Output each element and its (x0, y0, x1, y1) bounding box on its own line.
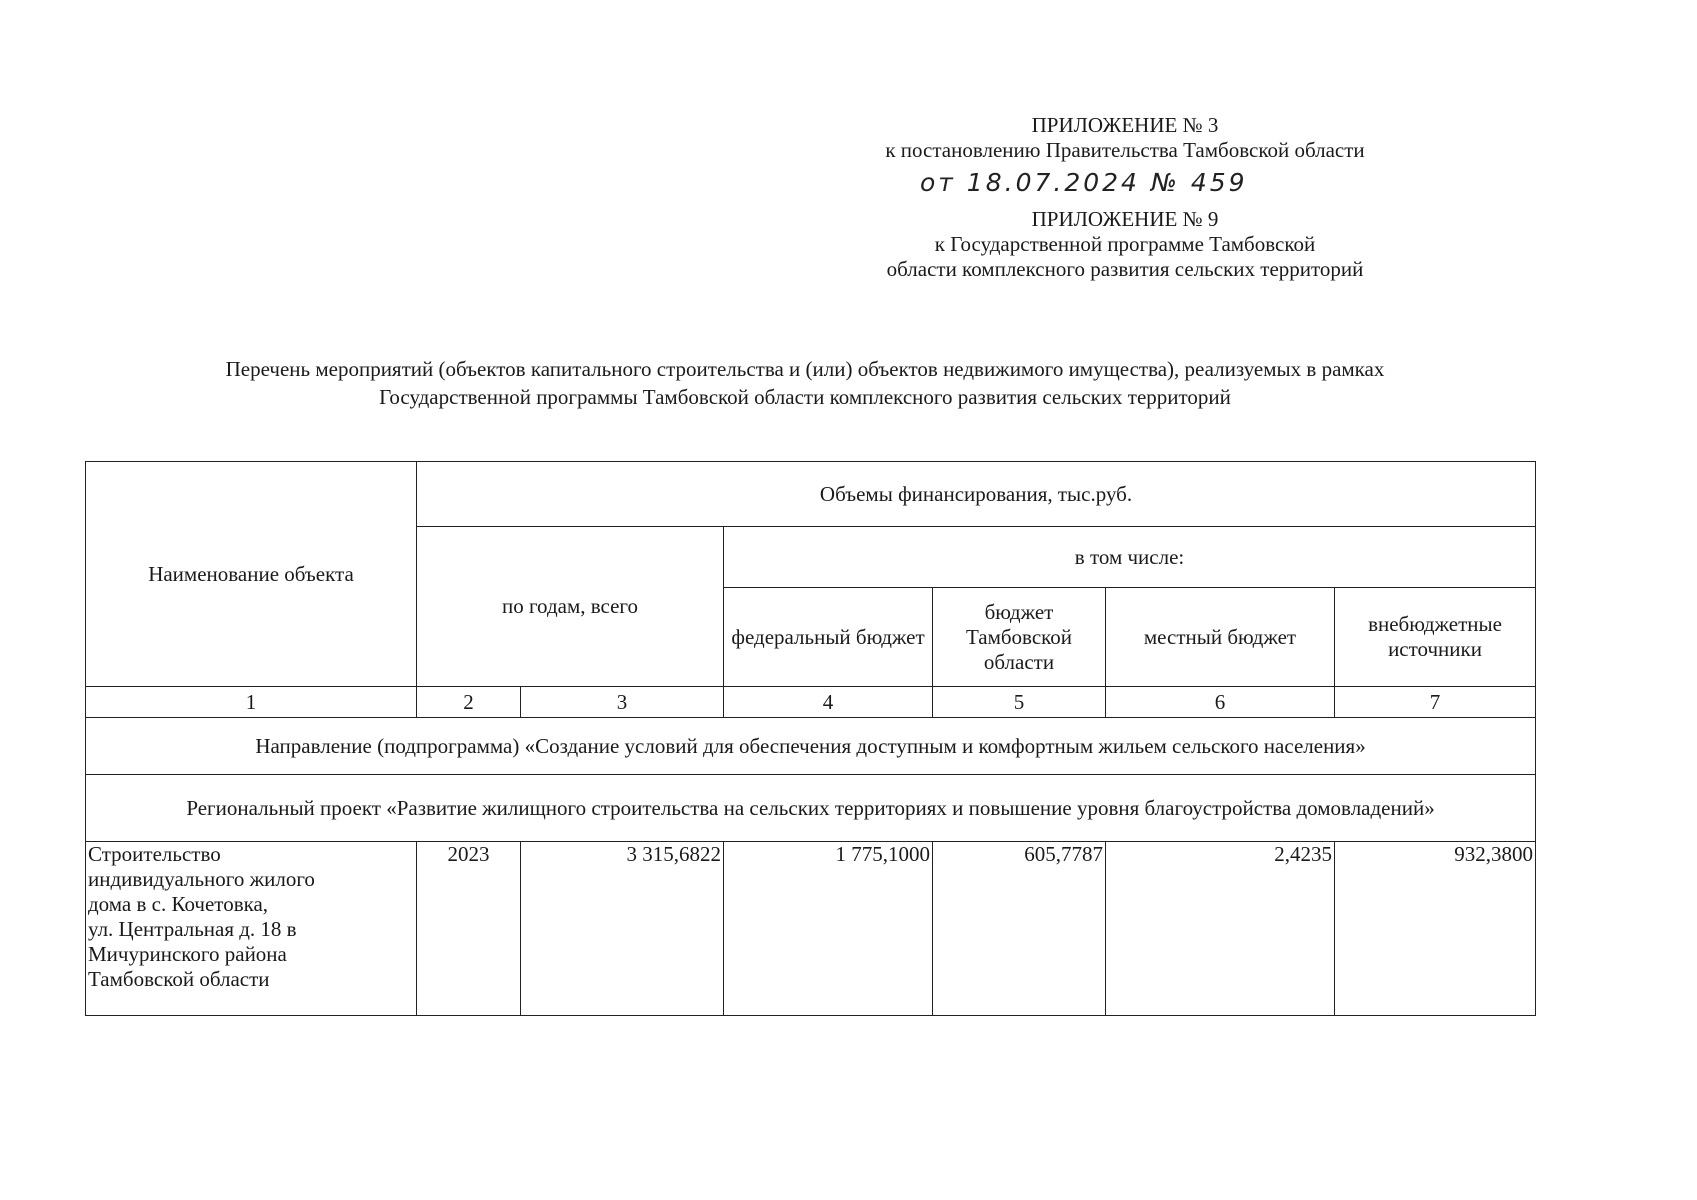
header-object-name: Наименование объекта (86, 462, 417, 687)
appendix-3-resolution-line: к постановлению Правительства Тамбовской области (885, 138, 1365, 162)
regional-cell: 605,7787 (933, 842, 1106, 1016)
document-title (60, 355, 1550, 411)
column-numbers-row (86, 687, 1536, 718)
appendix-9-block (820, 207, 1430, 282)
handwritten-date-number: от 18.07.2024 № 459 (920, 168, 1248, 197)
header-regional: бюджет Тамбовской области (933, 588, 1106, 687)
column-number: 1 (86, 687, 417, 718)
appendix-3-block (820, 113, 1430, 163)
appendix-3-title: ПРИЛОЖЕНИЕ № 3 (1031, 113, 1219, 137)
appendix-9-line-1: к Государственной программе Тамбовской (934, 232, 1316, 256)
local-cell: 2,4235 (1106, 842, 1335, 1016)
header-funding: Объемы финансирования, тыс.руб. (417, 462, 1536, 527)
header-extrabudgetary: внебюджетные источники (1335, 588, 1536, 687)
header-federal: федеральный бюджет (724, 588, 933, 687)
total-cell: 3 315,6822 (521, 842, 724, 1016)
column-number: 7 (1335, 687, 1536, 718)
header-by-years: по годам, всего (417, 527, 724, 687)
appendix-9-line-2: области комплексного развития сельских территорий (886, 257, 1364, 281)
header-local: местный бюджет (1106, 588, 1335, 687)
document-title-line-1: Перечень мероприятий (объектов капитального строительства и (или) объектов недвижимого имущества), реализуемых в рамках (225, 357, 1385, 381)
header-including: в том числе: (724, 527, 1536, 588)
object-name-cell: Строительство индивидуального жилого дома в с. Кочетовка, ул. Центральная д. 18 в Мичуринского района Тамбовской области (86, 842, 417, 1016)
column-number: 6 (1106, 687, 1335, 718)
column-number: 2 (417, 687, 521, 718)
column-number: 4 (724, 687, 933, 718)
direction-row: Направление (подпрограмма) «Создание условий для обеспечения доступным и комфортным жильем сельского населения» (86, 718, 1536, 775)
year-cell: 2023 (417, 842, 521, 1016)
document-title-line-2: Государственной программы Тамбовской области комплексного развития сельских территорий (379, 385, 1231, 409)
extrabudgetary-cell: 932,3800 (1335, 842, 1536, 1016)
regional-project-row: Региональный проект «Развитие жилищного строительства на сельских территориях и повышение уровня благоустройства домовладений» (86, 775, 1536, 842)
appendix-9-title: ПРИЛОЖЕНИЕ № 9 (1031, 207, 1219, 231)
federal-cell: 1 775,1000 (724, 842, 933, 1016)
table-row (86, 842, 1536, 1016)
column-number: 3 (521, 687, 724, 718)
funding-table (85, 461, 1536, 1016)
column-number: 5 (933, 687, 1106, 718)
